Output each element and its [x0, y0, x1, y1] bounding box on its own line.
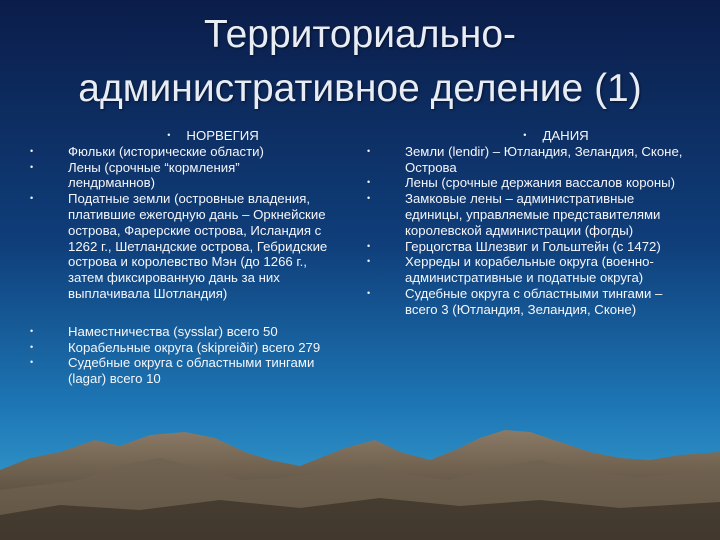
bullet-icon: • [30, 161, 34, 172]
bullet-icon: • [367, 193, 371, 204]
list-item: • Податные земли (островные владения, платившие ежегодную дань – Оркнейские острова, Фарерские острова, Исландия с 1262 г., Шетландские острова, Гебридские острова и королевство Мэн (до 1266 г., затем фиксированную дань за них выплачивала Шотландия) [30, 191, 328, 301]
norway-list-2 [28, 324, 328, 387]
bullet-icon: • [367, 240, 371, 251]
bullet-icon: • [30, 325, 34, 336]
list-item: • Херреды и корабельные округа (военно-административные и податные округа) [367, 254, 654, 286]
denmark-heading [365, 128, 687, 144]
list-item: • Земли (lendir) – Ютландия, Зеландия, Сконе, Острова [367, 143, 683, 175]
norway-list-1 [28, 144, 328, 302]
title-line-1: Территориально- [203, 13, 517, 56]
bullet-icon: • [30, 357, 34, 368]
norway-heading-text: НОРВЕГИЯ [186, 128, 259, 143]
list-item: • Герцогства Шлезвиг и Гольштейн (с 1472) [367, 238, 661, 254]
list-item: • Судебные округа с областными тингами – всего 3 (Ютландия, Зеландия, Сконе) [367, 285, 663, 317]
bullet-icon: • [367, 177, 371, 188]
list-item: • Лены (срочные “кормления” лендрманнов) [30, 159, 240, 191]
list-item: • Корабельные округа (skipreiðir) всего 279 [30, 339, 321, 355]
norway-heading [28, 128, 328, 144]
spacer [28, 302, 328, 324]
bullet-icon: • [367, 256, 371, 267]
bullet-icon: • [30, 145, 34, 156]
denmark-list [365, 144, 687, 318]
list-item: • Фюльки (исторические области) [30, 143, 264, 159]
denmark-heading-text: ДАНИЯ [542, 128, 589, 143]
bullet-icon: • [523, 130, 527, 140]
denmark-column [365, 128, 687, 318]
slide-title [40, 8, 680, 116]
bullet-icon: • [367, 145, 371, 156]
norway-column [28, 128, 328, 387]
bullet-icon: • [167, 130, 171, 140]
list-item: • Лены (срочные держания вассалов короны) [367, 175, 676, 191]
title-line-2: административное деление (1) [78, 67, 642, 110]
bullet-icon: • [30, 341, 34, 352]
bullet-icon: • [367, 287, 371, 298]
bullet-icon: • [30, 193, 34, 204]
list-item: • Судебные округа с областными тингами (lagar) всего 10 [30, 355, 315, 387]
list-item: • Наместничества (sysslar) всего 50 [30, 323, 278, 339]
list-item: • Замковые лены – административные единицы, управляемые представителями королевской администрации (фогды) [367, 191, 661, 238]
